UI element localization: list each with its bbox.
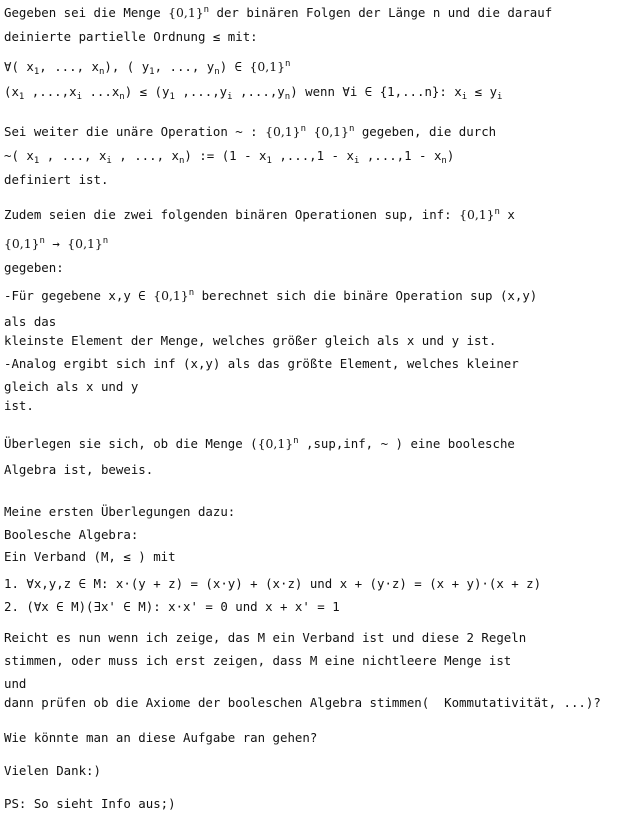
text-line: und (4, 676, 27, 691)
text-line: -Für gegebene x,y ∈ $\{0,1\}^n$ berechnet sich die binäre Operation sup (x,y) (4, 288, 538, 303)
text-line: gleich als x und y (4, 379, 139, 394)
math-line: ∀( $x_1$, ..., $x_n$), ( $y_1$, ..., $y_n$) ∈ $\{0,1\}^n$ (4, 59, 291, 77)
text-line: Wie könnte man an diese Aufgabe ran gehen? (4, 730, 318, 745)
text-line: kleinste Element der Menge, welches größer gleich als x und y ist. (4, 333, 497, 348)
math-line: 2. (∀x ∈ M)(∃x' ∈ M): x·x' = 0 und x + x' = 1 (4, 599, 340, 614)
text-line: dann prüfen ob die Axiome der booleschen Algebra stimmen( Kommutativität, ...)? (4, 695, 601, 710)
text-line: deinierte partielle Ordnung ≤ mit: (4, 29, 258, 44)
text-line: stimmen, oder muss ich erst zeigen, dass M eine nichtleere Menge ist (4, 653, 512, 668)
text-line: ist. (4, 398, 34, 413)
math-line: ~( $x_1$ , ..., $x_i$ , ..., $x_n$) := ($1 - x_1$ $,...,1 - x_i$ $,...,1 - x_n$) (4, 148, 455, 166)
text-line: Überlegen sie sich, ob die Menge ($\{0,1\}^n$ ,sup,inf, ~ ) eine boolesche (4, 436, 515, 451)
math-line: ($x_1$ $,...,x_i$ $...x_n) \le (y_1$ $,...,y_i$ $,...,y_n$) wenn ∀i ∈ {1,...n}: $x_i \le y_i$ (4, 84, 503, 102)
text-line: Reicht es nun wenn ich zeige, das M ein Verband ist und diese 2 Regeln (4, 630, 527, 645)
text-line: Sei weiter die unäre Operation ~ : $\{0,1\}^n$ $\{0,1\}^n$ gegeben, die durch (4, 124, 497, 139)
text-line: Boolesche Algebra: (4, 527, 139, 542)
text-line: Gegeben sei die Menge $\{0,1\}^n$ der binären Folgen der Länge n und die darauf (4, 5, 553, 20)
text-line: Meine ersten Überlegungen dazu: (4, 504, 236, 519)
text-line: gegeben: (4, 260, 64, 275)
math-line: $\{0,1\}^n \to \{0,1\}^n$ (4, 236, 109, 251)
text-line: Algebra ist, beweis. (4, 462, 154, 477)
text-line: PS: So sieht Info aus;) (4, 796, 176, 811)
math-line: 1. ∀x,y,z ∈ M: x·(y + z) = (x·y) + (x·z) und x + (y·z) = (x + y)·(x + z) (4, 576, 542, 591)
text-line: -Analog ergibt sich inf (x,y) als das größte Element, welches kleiner (4, 356, 519, 371)
text-line: definiert ist. (4, 172, 109, 187)
text-line: Vielen Dank:) (4, 763, 101, 778)
text-line: Ein Verband (M, ≤ ) mit (4, 549, 176, 564)
text-line: Zudem seien die zwei folgenden binären Operationen sup, inf: $\{0,1\}^n$ x (4, 207, 515, 222)
text-line: als das (4, 314, 57, 329)
